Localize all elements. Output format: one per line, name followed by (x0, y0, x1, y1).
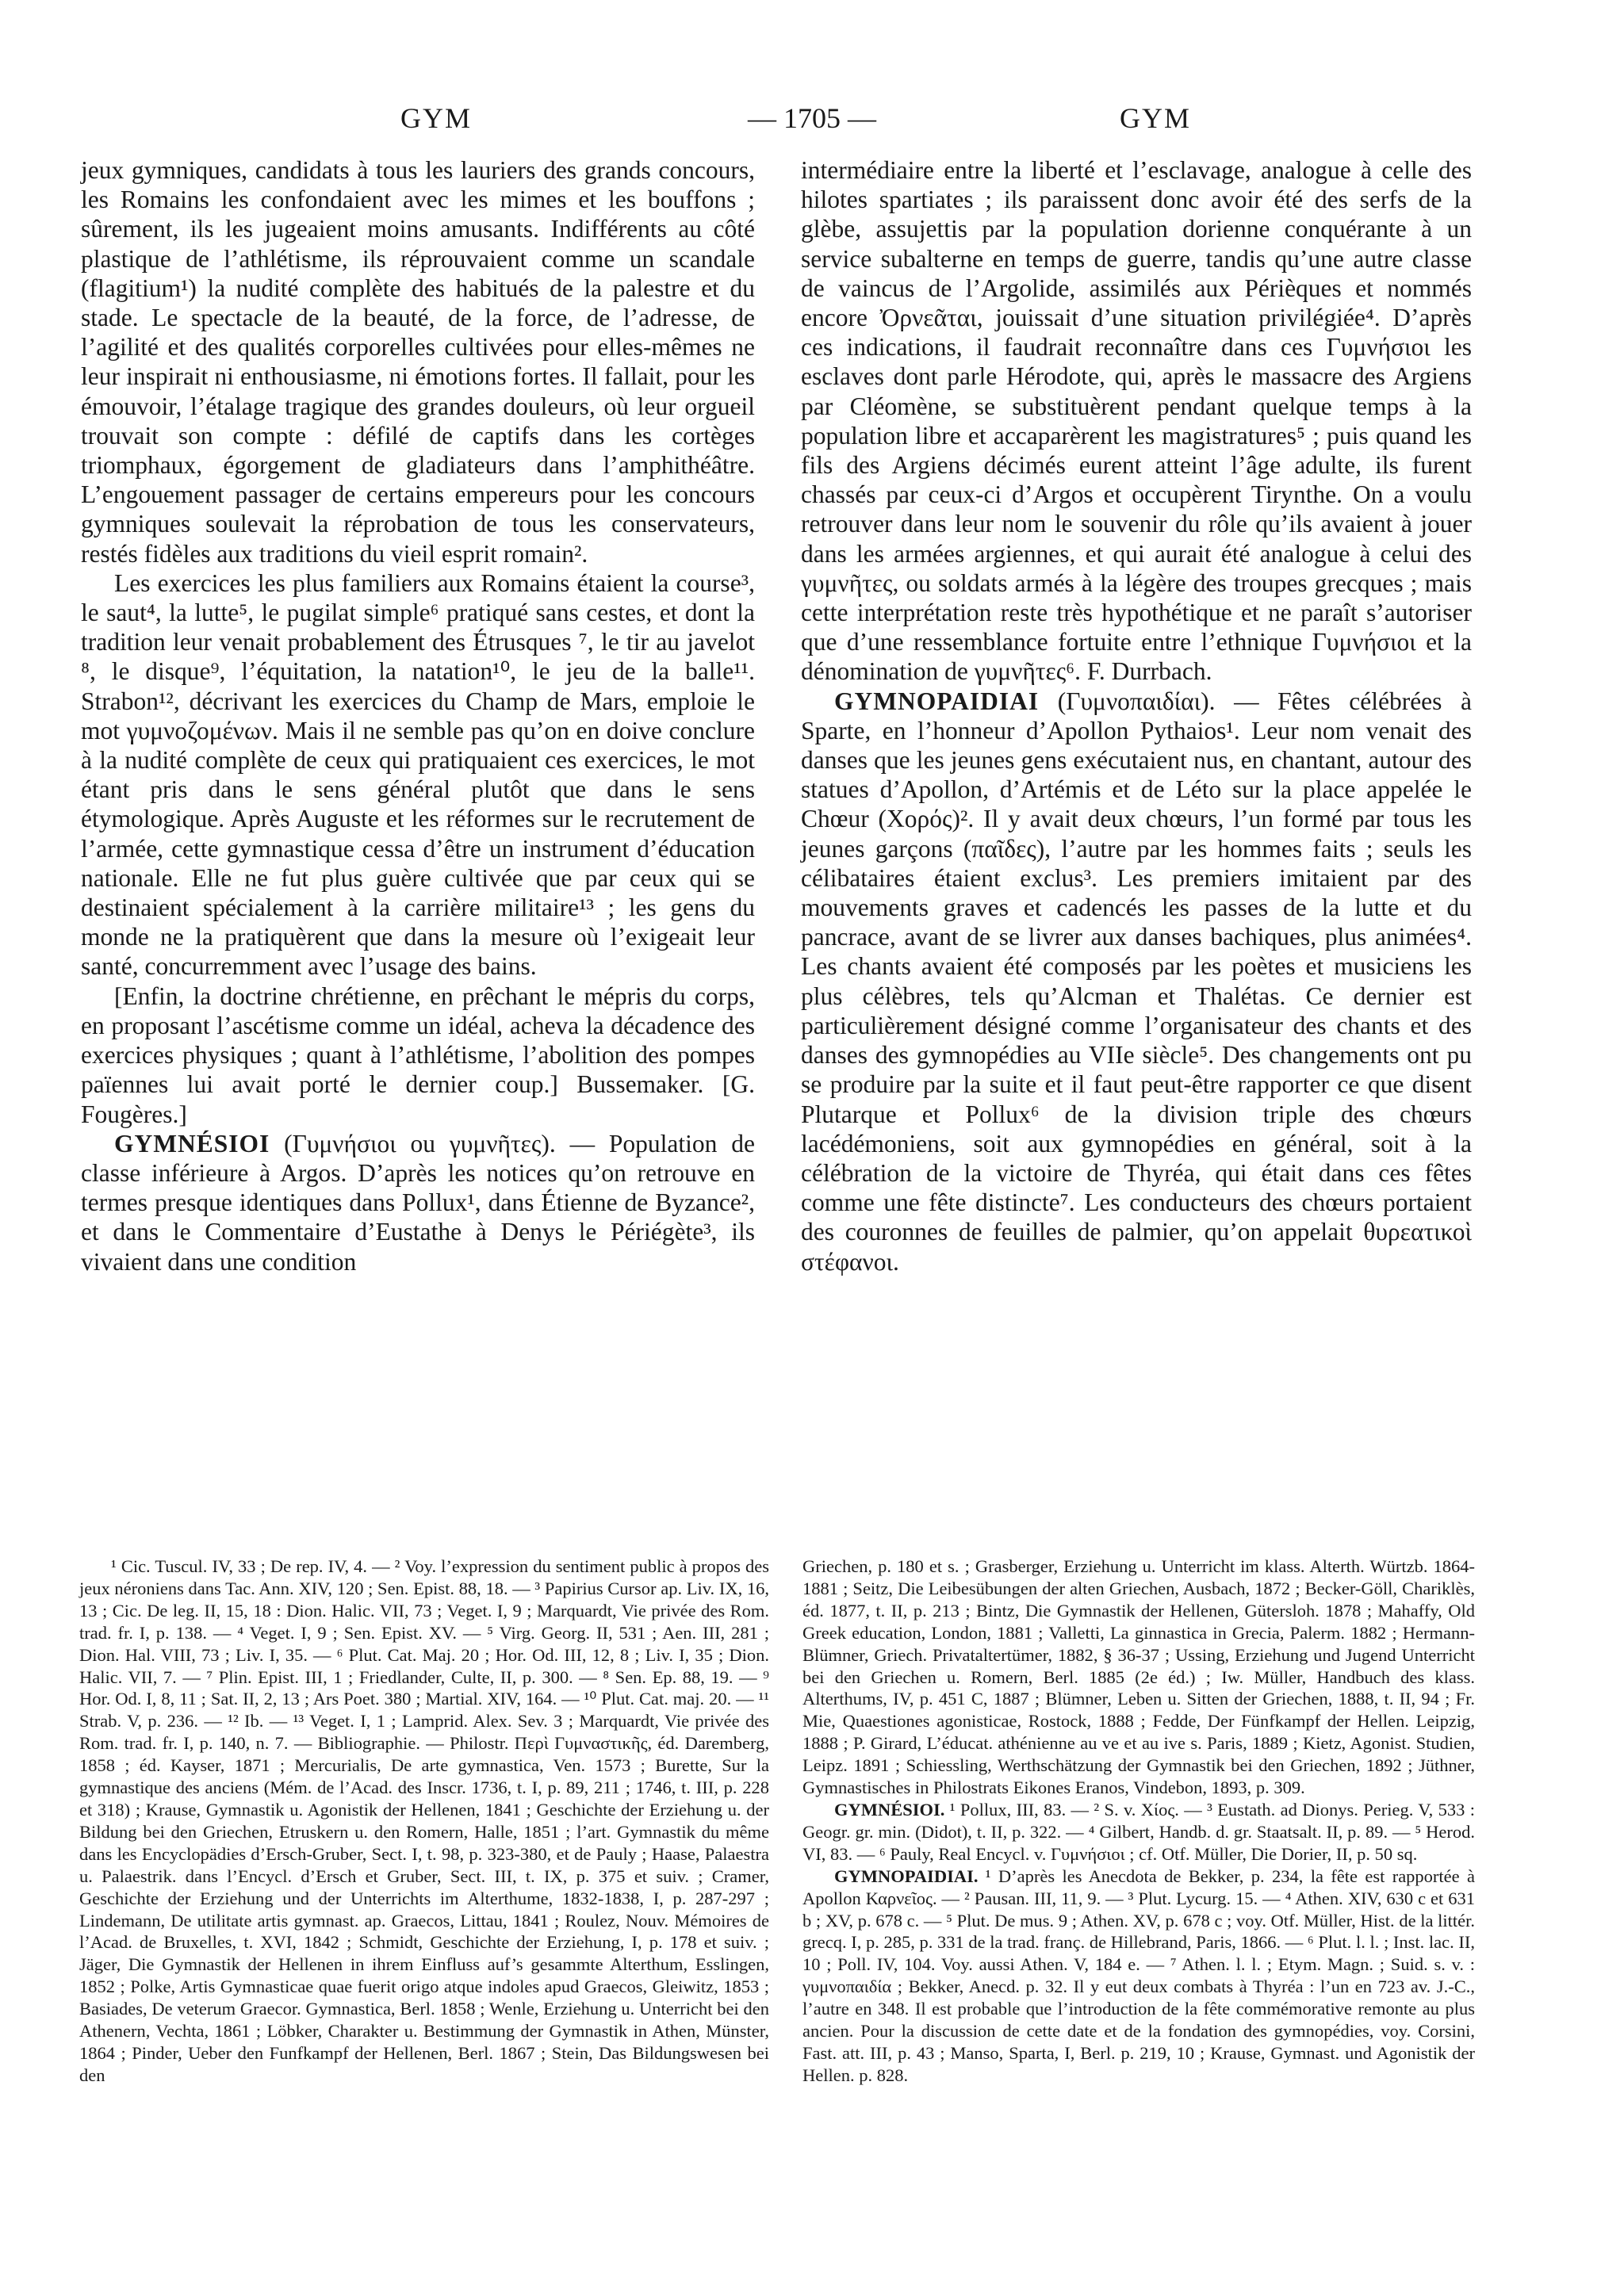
left-paragraph-2: Les exercices les plus familiers aux Romains étaient la course³, le saut⁴, la lutte⁵, le pugilat simple⁶ pratiqué sans cestes, et dont la tradition leur venait probablement des Étrusques ⁷, le tir au javelot ⁸, le disque⁹, l’équitation, la natation¹⁰, le jeu de la balle¹¹. Strabon¹², décrivant les exercices du Champ de Mars, emploie le mot γυμνοζομένων. Mais il ne semble pas qu’on en doive conclure à la nudité complète de ceux qui pratiquaient ces exercices, le mot étant pris dans le sens général plutôt que dans le sens étymologique. Après Auguste et les réformes sur le recrutement de l’armée, cette gymnastique cessa d’être un instrument d’éducation nationale. Elle ne fut plus guère cultivée que par ceux qui se destinaient spécialement à la carrière militaire¹³ ; les gens du monde ne la pratiquèrent que dans la mesure où l’exigeait leur santé, concurremment avec l’usage des bains. (81, 568, 755, 981)
right-paragraph-1: intermédiaire entre la liberté et l’esclavage, analogue à celle des hilotes spartiates ; ils paraissent donc avoir été des serfs de la glèbe, assujettis par la population dorienne conquérante à un service subalterne en temps de guerre, tandis qu’une autre classe de vaincus de l’Argolide, assimilés aux Périèques et nommés encore Ὀρνεᾶται, jouissait d’une situation privilégiée⁴. D’après ces indications, il faudrait reconnaître dans ces Γυμνήσιοι les esclaves dont parle Hérodote, qui, après le massacre des Argiens par Cléomène, se substituèrent pendant quelque temps à la population libre et accaparèrent les magistratures⁵ ; puis quand les fils des Argiens décimés eurent atteint l’âge adulte, ils furent chassés par ceux-ci d’Argos et occupèrent Tirynthe. On a voulu retrouver dans leur nom le souvenir du rôle qu’ils avaient à jouer dans les armées argiennes, et qui aurait été analogue à celui des γυμνῆτες, ou soldats armés à la légère des troupes grecques ; mais cette interprétation reste très hypothétique et ne paraît s’autoriser que d’une ressemblance fortuite entre l’ethnique Γυμνήσιοι et la dénomination de γυμνῆτες⁶. F. Durrbach. (801, 156, 1472, 686)
entry-gymnesioi (81, 1129, 755, 1276)
right-column (801, 155, 1472, 1276)
footnote-gymnopaidiai (802, 1866, 1475, 2087)
page-number: — 1705 — (748, 102, 876, 134)
entry-text-gymnopaidiai: (Γυμνοπαιδίαι). — Fêtes célébrées à Sparte, en l’honneur d’Apollon Pythaios¹. Leur nom venait des danses que les jeunes gens exécutaient nus, en chantant, autour des statues d’Apollon, d’Artémis et de Léto sur la place appelée le Chœur (Χορός)². Il y avait deux chœurs, l’un formé par tous les jeunes garçons (παῖδες), l’autre par les hommes faits ; seuls les célibataires étaient exclus³. Les premiers imitaient par des mouvements graves et cadencés les passes de la lutte et du pancrace, avant de se livrer aux danses bachiques, plus animées⁴. Les chants avaient été composés par les poètes et musiciens les plus célèbres, tels qu’Alcman et Thalétas. Ce dernier est particulièrement désigné comme l’organisateur des chants et des danses des gymnopédies au VIIe siècle⁵. Des changements ont pu se produire par la suite et il faut peut-être rapporter ce que disent Plutarque et Pollux⁶ de la division triple des chœurs lacédémoniens, soit aux gymnopédies en général, soit à la célébration de la victoire de Thyréa, qui était dans ces fêtes comme une fête distincte⁷. Les conducteurs des chœurs portaient des couronnes de feuilles de palmier, qu’on appelait θυρεατικοὶ στέφανοι. (801, 687, 1472, 1276)
left-paragraph-3: [Enfin, la doctrine chrétienne, en prêchant le mépris du corps, en proposant l’ascétisme comme un idéal, acheva la décadence des exercices physiques ; quant à l’athlétisme, l’abolition des pompes païennes lui avait porté le dernier coup.] Bussemaker. [G. Fougères.] (81, 982, 755, 1128)
footnote-text-gymnesioi: ¹ Pollux, III, 83. — ² S. v. Χίος. — ³ Eustath. ad Dionys. Perieg. V, 533 : Geogr. gr. min. (Didot), t. II, p. 322. — ⁴ Gilbert, Handb. d. gr. Staatsalt. II, p. 89. — ⁵ Herod. VI, 83. — ⁶ Pauly, Real Encycl. v. Γυμνήσιοι ; cf. Otf. Müller, Die Dorier, II, p. 50 sq. (802, 1799, 1475, 1864)
entry-gymnopaidiai (801, 687, 1472, 1276)
header-left: GYM (400, 102, 473, 134)
entry-text-gymnesioi: (Γυμνήσιοι ou γυμνῆτες). — Population de classe inférieure à Argos. D’après les notices qu’on retrouve en termes presque identiques dans Pollux¹, dans Étienne de Byzance², et dans le Commentaire d’Eustathe à Denys le Périégète³, ils vivaient dans une condition (81, 1129, 755, 1276)
footnote-heading-gymnesioi: GYMNÉSIOI. (834, 1799, 945, 1820)
entry-heading-gymnesioi: GYMNÉSIOI (114, 1129, 270, 1158)
footnotes-right (802, 1556, 1475, 2087)
header-right: GYM (1120, 102, 1192, 134)
footnotes-left (79, 1556, 769, 2087)
left-column (81, 155, 755, 1276)
left-paragraph-1: jeux gymniques, candidats à tous les lauriers des grands concours, les Romains les confondaient avec les mimes et les bouffons ; sûrement, ils les jugeaient moins amusants. Indifférents au côté plastique de l’athlétisme, ils réprouvaient comme un scandale (flagitium¹) la nudité complète des habitués de la palestre et du stade. Le spectacle de la beauté, de la force, de l’adresse, de l’agilité et des qualités corporelles cultivées pour elles-mêmes ne leur inspirait ni enthousiasme, ni émotions fortes. Il fallait, pour les émouvoir, l’étalage tragique des grandes douleurs, où leur orgueil trouvait son compte : défilé de captifs dans les cortèges triomphaux, égorgement de gladiateurs dans l’amphithéâtre. L’engouement passager de certains empereurs pour les concours gymniques soulevait la réprobation de tous les conservateurs, restés fidèles aux traditions du vieil esprit romain². (81, 156, 755, 568)
entry-heading-gymnopaidiai: GYMNOPAIDIAI (834, 687, 1040, 715)
running-header (0, 101, 1624, 149)
footnote-gymnesioi (802, 1799, 1475, 1866)
footnote-block-left: ¹ Cic. Tuscul. IV, 33 ; De rep. IV, 4. — ² Voy. l’expression du sentiment public à propos des jeux néroniens dans Tac. Ann. XIV, 120 ; Sen. Epist. 88, 18. — ³ Papirius Cursor ap. Liv. IX, 16, 13 ; Cic. De leg. II, 15, 18 : Dion. Halic. VII, 73 ; Veget. I, 9 ; Marquardt, Vie privée des Rom. trad. fr. I, p. 138. — ⁴ Veget. I, 9 ; Sen. Epist. XV. — ⁵ Virg. Georg. II, 531 ; Aen. III, 281 ; Dion. Hal. VIII, 73 ; Liv. I, 35. — ⁶ Plut. Cat. Maj. 20 ; Hor. Od. III, 12, 8 ; Liv. I, 35 ; Dion. Halic. VII, 7. — ⁷ Plin. Epist. III, 1 ; Friedlander, Culte, II, p. 300. — ⁸ Sen. Ep. 88, 19. — ⁹ Hor. Od. I, 8, 11 ; Sat. II, 2, 13 ; Ars Poet. 380 ; Martial. XIV, 164. — ¹⁰ Plut. Cat. maj. 20. — ¹¹ Strab. V, p. 236. — ¹² Ib. — ¹³ Veget. I, 1 ; Lamprid. Alex. Sev. 3 ; Marquardt, Vie privée des Rom. trad. fr. I, p. 140, n. 7. — Bibliographie. — Philostr. Περὶ Γυμναστικῆς, éd. Daremberg, 1858 ; éd. Kayser, 1871 ; Mercurialis, De arte gymnastica, Ven. 1573 ; Burette, Sur la gymnastique des anciens (Mém. de l’Acad. des Inscr. 1736, t. I, p. 89, 211 ; 1746, t. III, p. 228 et 318) ; Krause, Gymnastik u. Agonistik der Hellenen, 1841 ; Geschichte der Erziehung u. der Bildung bei den Griechen, Etruskern u. den Romern, Halle, 1851 ; l’art. Gymnastik du même dans les Encyclopädies d’Ersch-Gruber, Sect. I, t. 98, p. 323-380, et de Pauly ; Haase, Palaestra u. Palaestrik. dans l’Encycl. d’Ersch et Gruber, Sect. III, t. IX, p. 375 et suiv. ; Cramer, Geschichte der Erziehung und der Unterrichts im Alterthume, 1832-1838, I, p. 287-297 ; Lindemann, De utilitate artis gymnast. ap. Graecos, Littau, 1841 ; Roulez, Nouv. Mémoires de l’Acad. de Bruxelles, t. XVI, 1842 ; Schmidt, Geschichte der Erziehung, I, p. 178 et suiv. ; Jäger, Die Gymnastik der Hellenen in ihrem Einfluss auf’s gesammte Alterthum, Esslingen, 1852 ; Polke, Artis Gymnasticae quae fuerit origo atque indoles apud Graecos, Gleiwitz, 1853 ; Basiades, De veterum Graecor. Gymnastica, Berl. 1858 ; Wenle, Erziehung u. Unterricht bei den Athenern, Vechta, 1861 ; Löbker, Charakter u. Bestimmung der Gymnastik in Athen, Münster, 1864 ; Pinder, Ueber den Funfkampf der Hellenen, Berl. 1867 ; Stein, Das Bildungswesen bei den (79, 1556, 769, 2085)
footnote-heading-gymnopaidiai: GYMNOPAIDIAI. (834, 1866, 979, 1886)
footnote-text-gymnopaidiai: ¹ D’après les Anecdota de Bekker, p. 234, la fête est rapportée à Apollon Καρνεῖος. — ² Pausan. III, 11, 9. — ³ Plut. Lycurg. 15. — ⁴ Athen. XIV, 630 c et 631 b ; XV, p. 678 c. — ⁵ Plut. De mus. 9 ; Athen. XV, p. 678 c ; voy. Otf. Müller, Hist. de la littér. grecq. I, p. 285, p. 331 de la trad. franç. de Hillebrand, Paris, 1866. — ⁶ Plut. l. l. ; Inst. lac. II, 10 ; Poll. IV, 104. Voy. aussi Athen. V, 184 e. — ⁷ Athen. l. l. ; Etym. Magn. ; Suid. s. v. : γυμνοπαιδία ; Bekker, Anecd. p. 32. Il y eut deux combats à Thyréa : l’un en 723 av. J.-C., l’autre en 348. Il est probable que l’introduction de la fête commémorative remonte au plus ancien. Pour la discussion de cette date et de la fondation des gymnopédies, voy. Corsini, Fast. att. III, p. 43 ; Manso, Sparta, I, Berl. p. 219, 10 ; Krause, Gymnast. und Agonistik der Hellen. p. 828. (802, 1866, 1475, 2085)
footnote-block-right-1: Griechen, p. 180 et s. ; Grasberger, Erziehung u. Unterricht im klass. Alterth. Würtzb. 1864-1881 ; Seitz, Die Leibesübungen der alten Griechen, Ausbach, 1872 ; Becker-Göll, Chariklès, éd. 1877, t. II, p. 213 ; Bintz, Die Gymnastik der Hellenen, Gütersloh. 1878 ; Mahaffy, Old Greek education, London, 1881 ; Valletti, La ginnastica in Grecia, Palerm. 1882 ; Hermann-Blümner, Griech. Privataltertümer, 1882, § 36-37 ; Ussing, Erziehung und Jugend Unterricht bei den Griechen u. Romern, Berl. 1885 (2e éd.) ; Iw. Müller, Handbuch des klass. Alterthums, IV, p. 451 C, 1887 ; Blümner, Leben u. Sitten der Griechen, 1888, t. II, 94 ; Fr. Mie, Quaestiones agonisticae, Rostock, 1888 ; Fedde, Der Fünfkampf der Hellen. Leipzig, 1888 ; P. Girard, L’éducat. athénienne au ve et au ive s. Paris, 1889 ; Kietz, Agonist. Studien, Leipz. 1891 ; Schiessling, Werthschätzung der Gymnastik bei den Griechen, 1892 ; Jüthner, Gymnastisches in Philostrats Eikones Eranos, Vindebon, 1893, p. 309. (802, 1556, 1475, 1798)
